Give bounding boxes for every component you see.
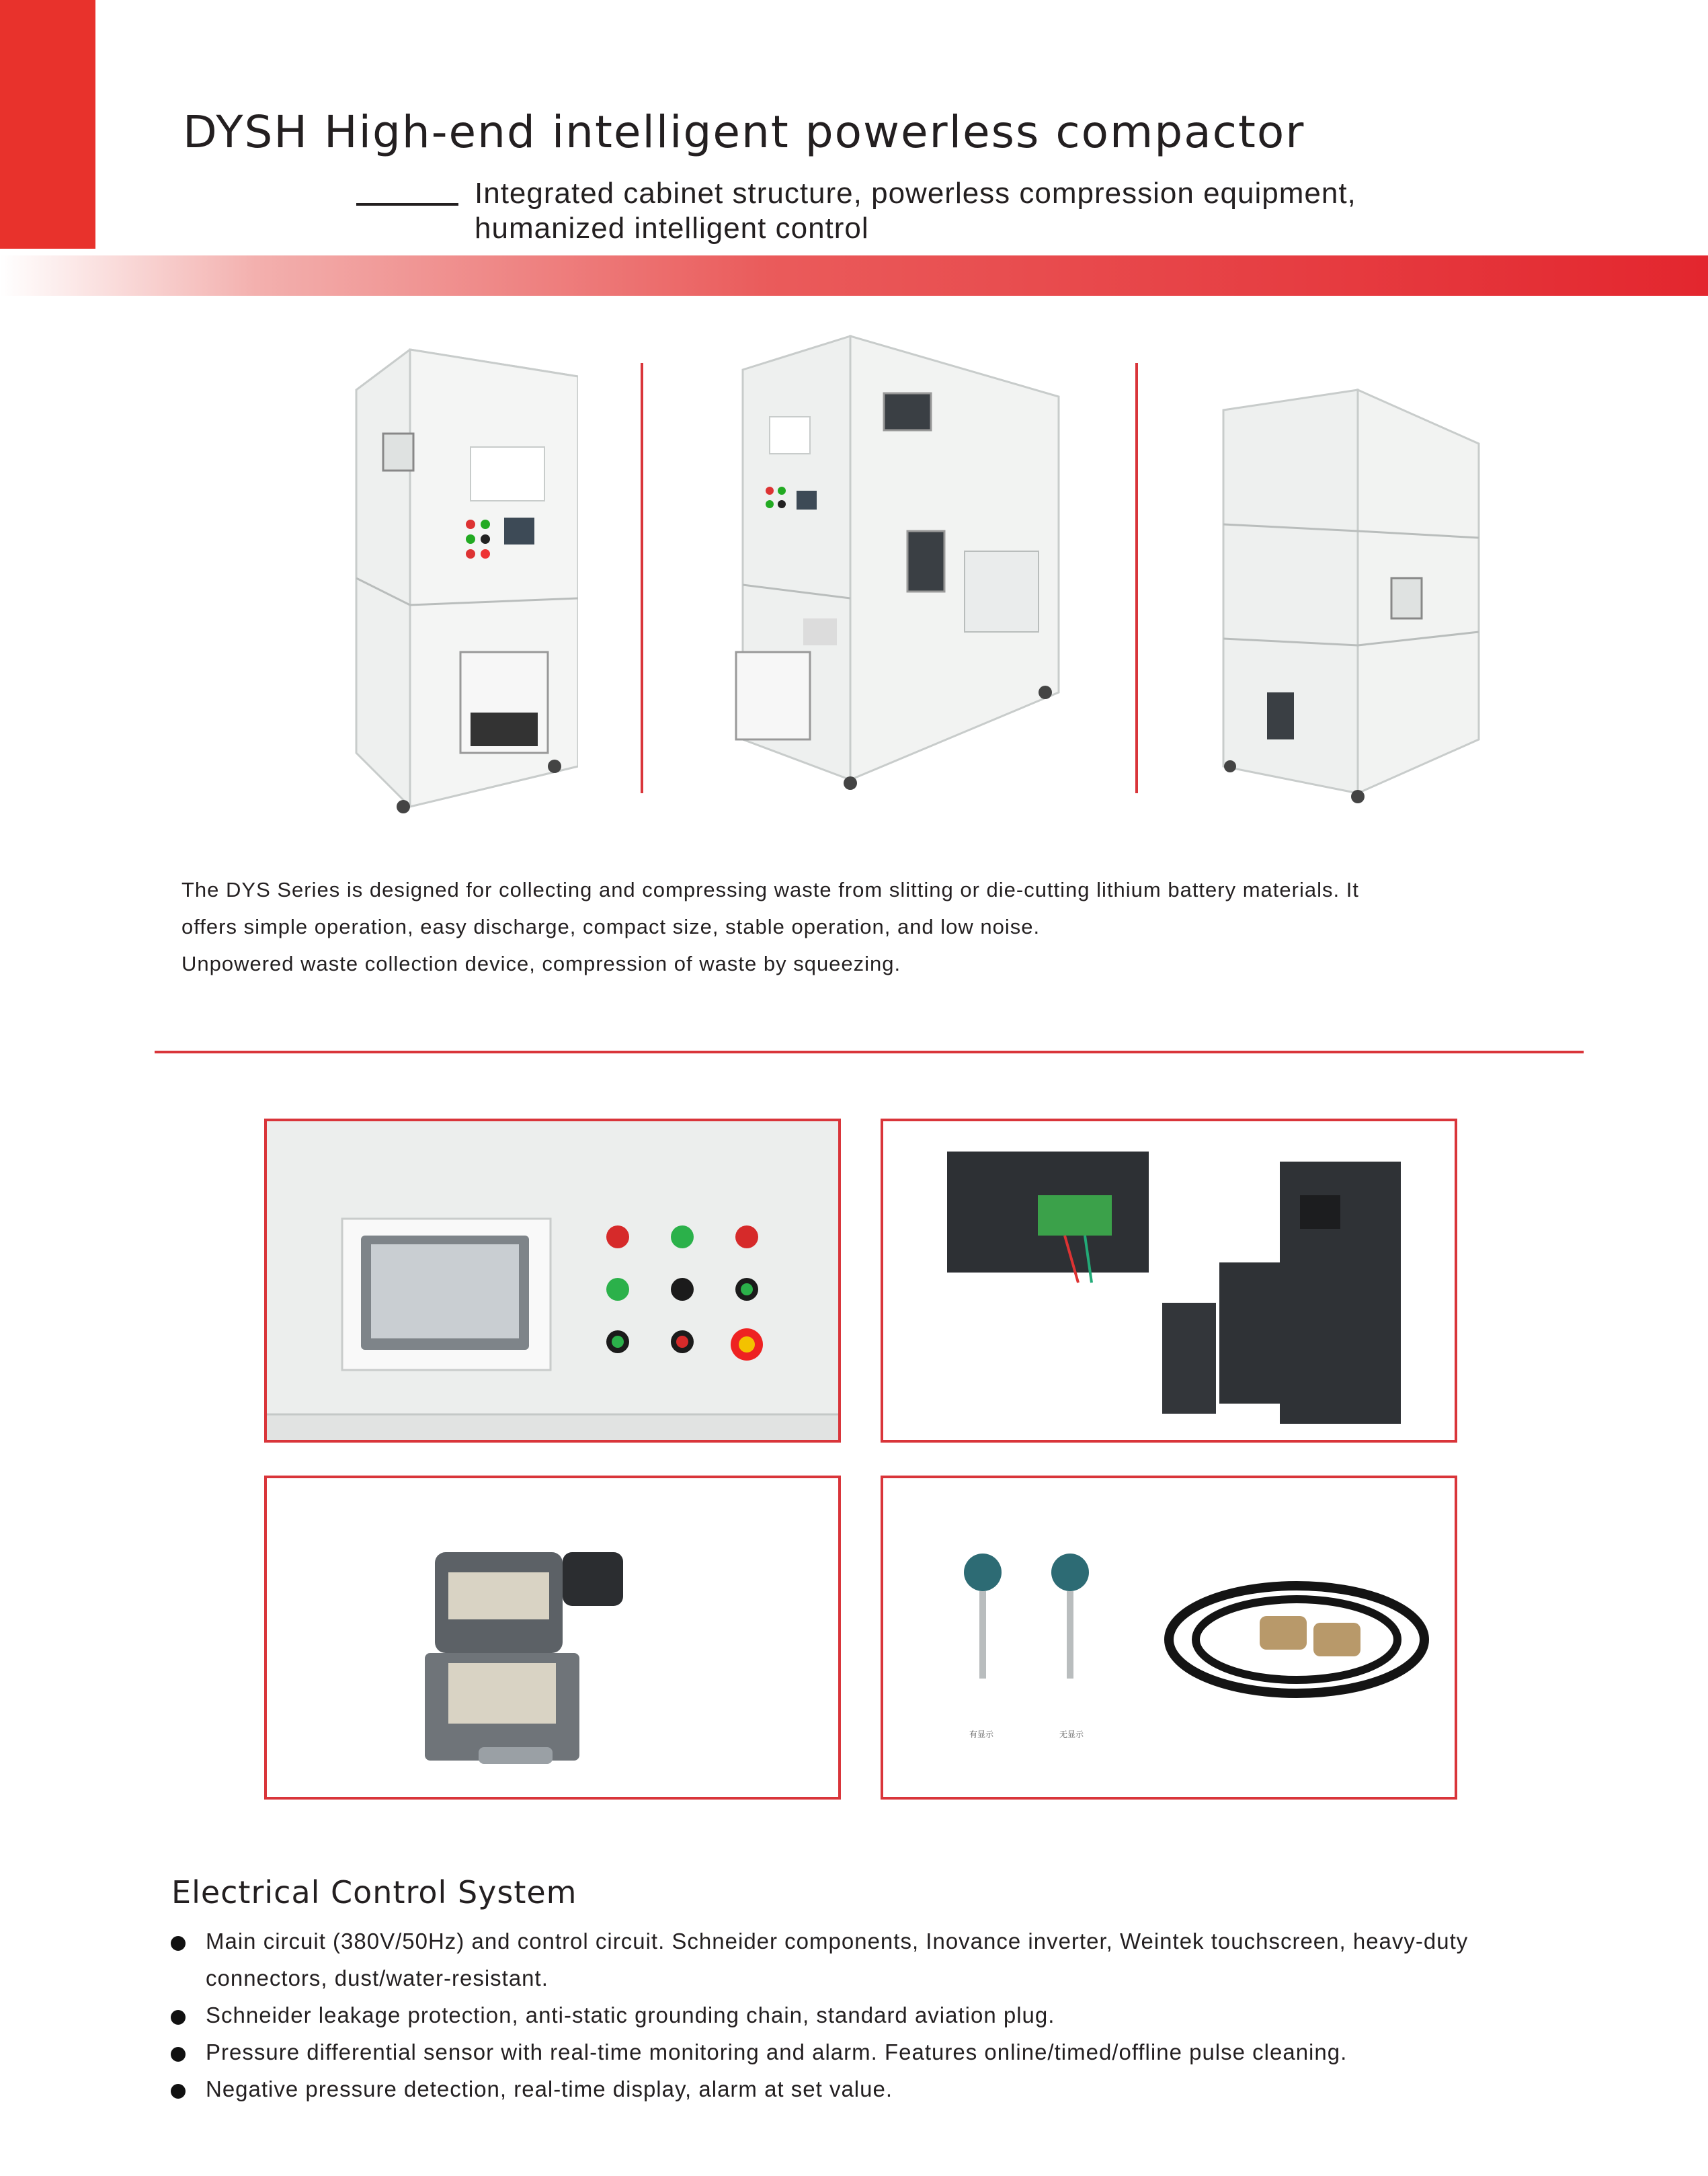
control-panel-image (264, 1119, 841, 1443)
product-description (181, 871, 1526, 982)
plc-inverter-image (881, 1119, 1457, 1443)
bullet-item (168, 2033, 1566, 2070)
electrical-bullet-list (168, 1923, 1566, 2107)
sensors-illustration (883, 1478, 1455, 1797)
heavy-duty-connector-image (264, 1476, 841, 1800)
header-red-block (0, 0, 95, 249)
bullet-text: Negative pressure detection, real-time display, alarm at set value. (206, 2077, 893, 2101)
cabinet-illustration-1 (309, 336, 578, 820)
connector-illustration (267, 1478, 838, 1797)
header-gradient-band (0, 255, 1708, 296)
bullet-dot (171, 2010, 186, 2025)
sensor-label-no-display: 无显示 (1059, 1730, 1084, 1739)
plc-inverter-illustration (883, 1121, 1455, 1440)
control-panel-illustration (267, 1121, 838, 1440)
electrical-section-title: Electrical Control System (171, 1874, 577, 1910)
bullet-dot (171, 2047, 186, 2062)
page-title: DYSH High-end intelligent powerless compactor (183, 106, 1305, 158)
photo-divider-2 (1135, 363, 1138, 793)
subtitle-line-1: Integrated cabinet structure, powerless compression equipment, (475, 177, 1356, 210)
bullet-text: Pressure differential sensor with real-time monitoring and alarm. Features online/timed/offline pulse cleaning. (206, 2040, 1348, 2064)
bullet-item (168, 1997, 1566, 2033)
description-line-2: offers simple operation, easy discharge, compact size, stable operation, and low noise. (181, 915, 1041, 938)
bullet-text: Schneider leakage protection, anti-static grounding chain, standard aviation plug. (206, 2003, 1055, 2027)
cabinet-illustration-2 (729, 329, 1072, 800)
product-photo-2 (729, 329, 1072, 800)
photo-divider-1 (641, 363, 643, 793)
product-photo-3 (1210, 376, 1492, 820)
sensors-image (881, 1476, 1457, 1800)
bullet-dot (171, 1936, 186, 1951)
bullet-item (168, 2070, 1566, 2107)
section-divider (155, 1051, 1584, 1053)
bullet-text: Main circuit (380V/50Hz) and control circuit. Schneider components, Inovance inverter, Weintek touchscreen, heavy-duty (206, 1929, 1469, 1953)
subtitle-line-2: humanized intelligent control (475, 212, 869, 245)
bullet-text-continued: connectors, dust/water-resistant. (206, 1966, 548, 1990)
description-line-1: The DYS Series is designed for collecting and compressing waste from slitting or die-cutting lithium battery materials. It (181, 878, 1359, 901)
description-line-3: Unpowered waste collection device, compression of waste by squeezing. (181, 952, 901, 975)
subtitle-dash (356, 203, 458, 206)
bullet-dot (171, 2084, 186, 2099)
cabinet-illustration-3 (1210, 376, 1492, 820)
sensor-label-with-display: 有显示 (969, 1730, 994, 1739)
bullet-item (168, 1923, 1566, 1997)
page-subtitle (475, 176, 1356, 246)
product-photo-1 (309, 336, 578, 820)
